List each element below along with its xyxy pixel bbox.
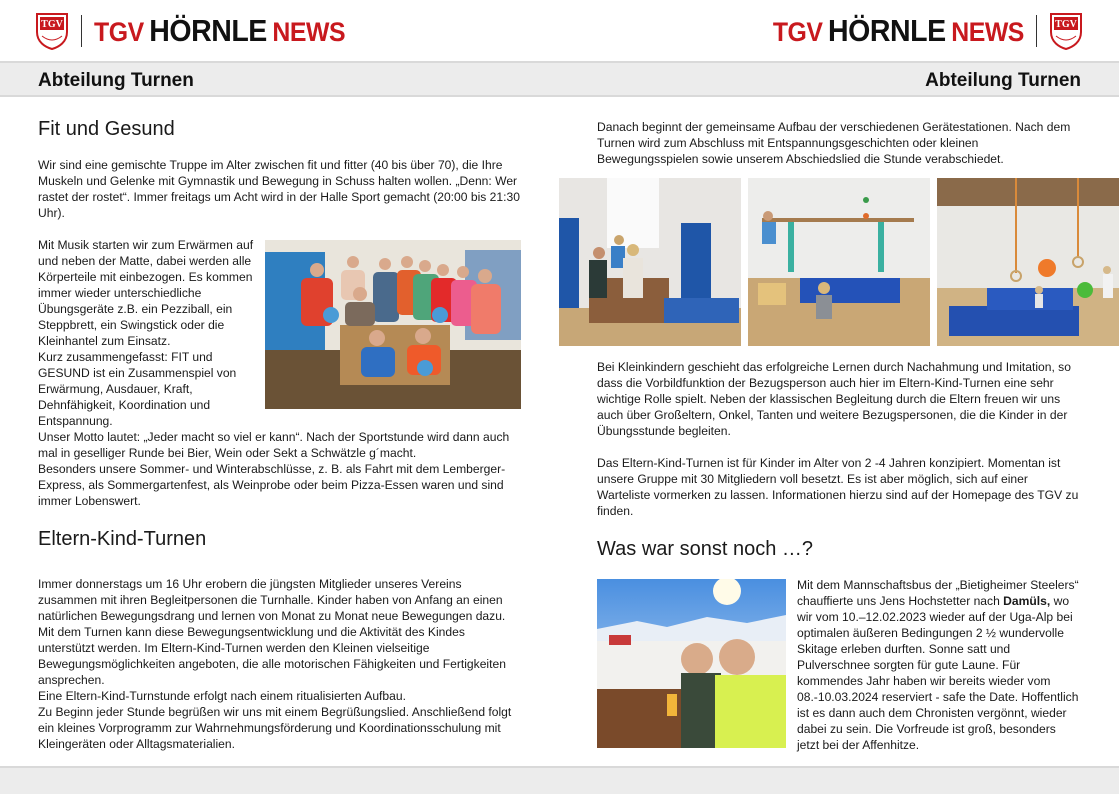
misc-paragraph bbox=[797, 577, 1081, 753]
section-label-right: Abteilung Turnen bbox=[925, 70, 1081, 91]
tgv-crest-icon bbox=[35, 12, 69, 50]
fit-text-3: Kurz zusammengefasst: FIT und GESUND ist ein Zusammenspiel von Erwärmung, Ausdauer, Kraft, Dehnfähigkeit, Koordination und Entspannung. bbox=[38, 350, 237, 428]
fit-text-5: Besonders unsere Sommer- und Winterabschlüsse, z. B. als Fahrt mit dem Lemberger-Express, als Sommergartenfest, als Weinprobe oder beim Pizza-Essen waren und sind immer Lobenswert. bbox=[38, 462, 506, 508]
ekt-text-1: Immer donnerstags um 16 Uhr erobern die jüngsten Mitglieder unseres Vereins zusammen mit ihren Begleitpersonen die Turnhalle. Kinder haben von Anfang an einen natürlichen Bewegungsdrang und lernen von Monat zu Monat neue Bewegungen dazu. Mit dem Turnen kann diese Bewegungsentwicklung und die Aktivität des Kindes unterstützt werden. Im Eltern-Kind-Turnen werden den Kleinen vielseitige Bewegungsmöglichkeiten angeboten, die alle motorischen Fähigkeiten und Fertigkeiten ansprechen. bbox=[38, 577, 506, 687]
brand-separator bbox=[81, 15, 82, 47]
brand-separator bbox=[1036, 15, 1037, 47]
fit-paragraph-1 bbox=[38, 157, 522, 221]
page-footer-bar bbox=[0, 766, 1119, 794]
page-header bbox=[0, 0, 1119, 61]
ekt-text-6: Das Eltern-Kind-Turnen ist für Kinder im Alter von 2 -4 Jahren konzipiert. Momentan ist unsere Gruppe mit 30 Mitgliedern voll besetzt. Es ist aber möglich, sich auf einer Warteliste vormerken zu lassen. Informationen hierzu sind auf der Homepage des TGV zu finden. bbox=[597, 456, 1079, 518]
misc-text-place: Damüls, bbox=[1003, 594, 1051, 608]
brand-left bbox=[35, 12, 367, 50]
ski-photo bbox=[597, 579, 786, 748]
group-photo bbox=[265, 240, 521, 409]
ekt-paragraph-2 bbox=[38, 688, 522, 752]
ekt-paragraph-3 bbox=[597, 119, 1081, 167]
brand-hoernle: HÖRNLE bbox=[828, 13, 946, 48]
fit-text-4: Unser Motto lautet: „Jeder macht so viel er kann“. Nach der Sportstunde wird dann auch mal in geselliger Runde bei Bier, Wein oder Sekt a Schwätzle g´macht. bbox=[38, 430, 510, 460]
section-bar bbox=[0, 61, 1119, 97]
brand-title bbox=[773, 13, 1024, 49]
section-label-left: Abteilung Turnen bbox=[38, 70, 194, 91]
brand-right bbox=[751, 12, 1083, 50]
brand-tgv: TGV bbox=[94, 17, 144, 47]
brand-title bbox=[94, 13, 345, 49]
svg-text:TGV: TGV bbox=[41, 19, 63, 30]
fit-text-1: Wir sind eine gemischte Truppe im Alter zwischen fit und fitter (40 bis über 70), die Ihre Muskeln und Gelenke mit Gymnastik und Bewegung in Schuss halten wollen. „Denn: Wer rastet der rostet“. Immer freitags um Acht wird in der Halle Sport gemacht (20:00 bis 21:30 Uhr). bbox=[38, 158, 520, 220]
brand-news: NEWS bbox=[951, 17, 1024, 47]
fit-paragraph-3 bbox=[38, 429, 522, 509]
ekt-text-4: Danach beginnt der gemeinsame Aufbau der verschiedenen Gerätestationen. Nach dem Turnen wird zum Abschluss mit Entspannungsgeschichten oder kleinen Bewegungsspielen sowie unserem Abschiedslied die Stunde verabschiedet. bbox=[597, 120, 1071, 166]
gym-photo-1 bbox=[559, 178, 741, 346]
ekt-paragraph-1 bbox=[38, 576, 522, 688]
heading-was-war-sonst-noch: Was war sonst noch …? bbox=[597, 538, 814, 560]
brand-news: NEWS bbox=[272, 17, 346, 47]
misc-text-post: wo wir vom 10.–12.02.2023 wieder auf der Uga-Alp bei optimalen äußeren Bedingungen 2 ½ wundervolle Skitage erleben durften. Sonne satt und Pulverschnee sorgten für gute Laune. Für kommendes Jahr haben wir bereits wieder vom 08.-10.03.2024 reserviert - safe the Date. Hoffentlich ist es dann auch dem Chronisten vergönnt, wieder dabei zu sein. Die Vorfreude ist groß, besonders jetzt bei der Affenhitze. bbox=[797, 594, 1079, 752]
svg-text:TGV: TGV bbox=[1055, 19, 1077, 30]
heading-eltern-kind-turnen: Eltern-Kind-Turnen bbox=[38, 528, 207, 550]
ekt-paragraph-4 bbox=[597, 359, 1081, 439]
ekt-paragraph-5 bbox=[597, 455, 1081, 519]
misc-text-pre: Mit dem Mannschaftsbus der „Bietigheimer Steelers“ chauffierte uns Jens Hochstetter nach bbox=[797, 578, 1079, 608]
ekt-text-5: Bei Kleinkindern geschieht das erfolgreiche Lernen durch Nachahmung und Imitation, so dass die Vorbildfunktion der Bezugsperson auch hier im Eltern-Kind-Turnen eine sehr wichtige Rolle spielt. Neben der klassischen Begleitung durch die Eltern freuen wir uns auch über Großeltern, Onkel, Tanten und weitere Bezugspersonen, die die Kinder in der Übungsstunde begleiten. bbox=[597, 360, 1071, 438]
heading-fit-und-gesund: Fit und Gesund bbox=[38, 118, 175, 140]
gym-photo-2 bbox=[748, 178, 930, 346]
gym-photo-3 bbox=[937, 178, 1119, 346]
tgv-crest-icon bbox=[1049, 12, 1083, 50]
fit-text-2: Mit Musik starten wir zum Erwärmen auf und neben der Matte, dabei werden alle Körperteile mit einbezogen. Es kommen immer wieder unterschiedliche Übungsgeräte z.B. ein Pezziball, ein Steppbrett, ein Swingstick oder die Kleinhantel zum Einsatz. bbox=[38, 238, 254, 348]
brand-hoernle: HÖRNLE bbox=[149, 13, 267, 48]
misc-text bbox=[797, 577, 1081, 753]
ekt-text-3: Zu Beginn jeder Stunde begrüßen wir uns mit einem Begrüßungslied. Anschließend folgt ein kleines Vorprogramm zur Wahrnehmungsförderung und Koordinationsschulung mit Kleingeräten oder Alltagsmaterialien. bbox=[38, 705, 512, 751]
brand-tgv: TGV bbox=[772, 17, 823, 47]
fit-paragraph-2 bbox=[38, 237, 260, 429]
ekt-text-2: Eine Eltern-Kind-Turnstunde erfolgt nach einem ritualisierten Aufbau. bbox=[38, 689, 406, 703]
